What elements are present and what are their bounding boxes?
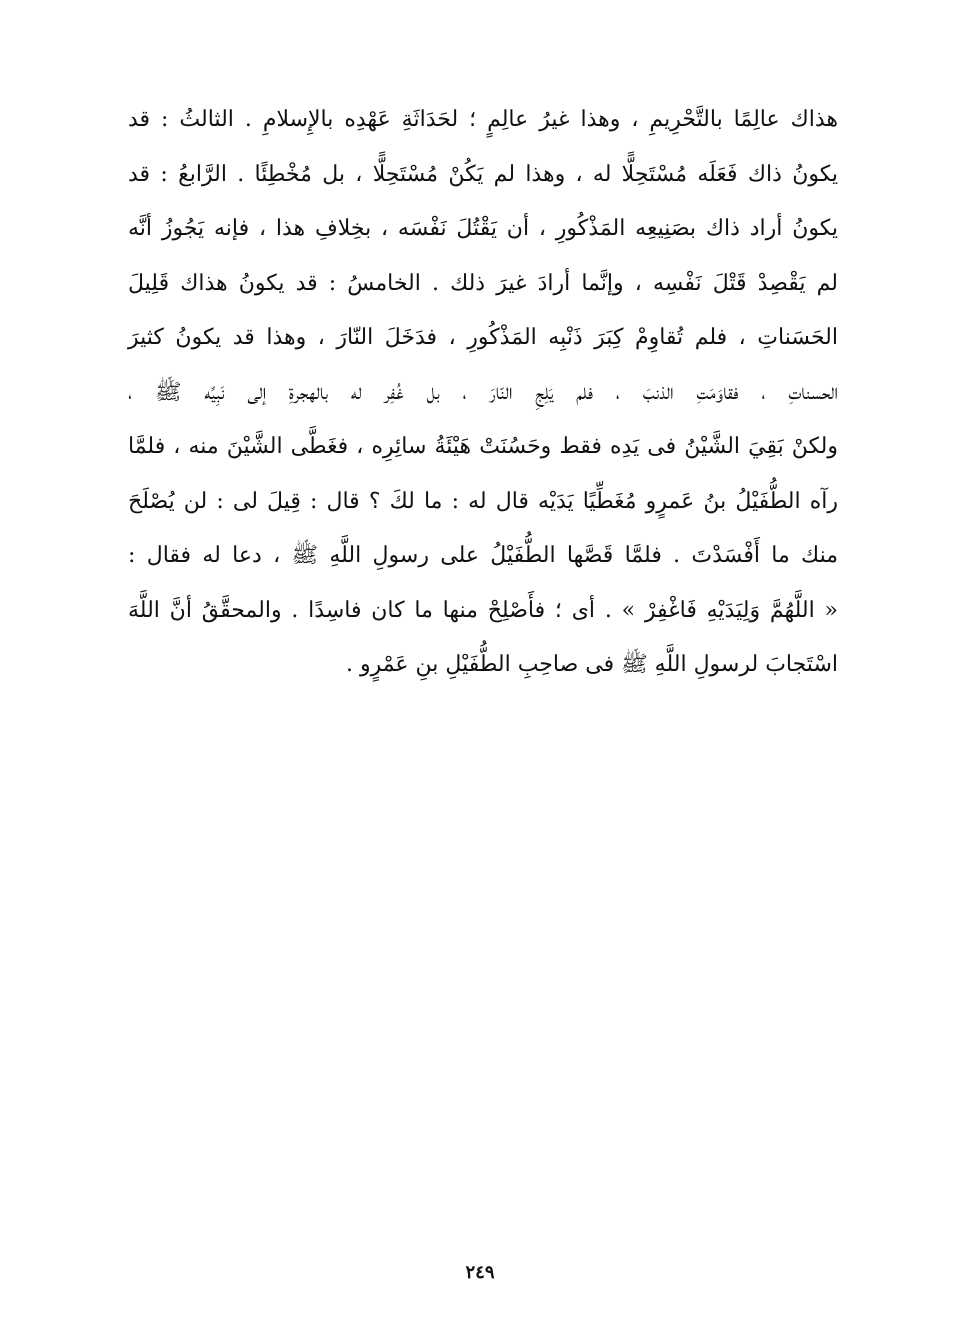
- body-line-4: لم يَقْصِدْ قَتْلَ نَفْسِه ، وإنَّما أرادَ غيرَ ذلك . الخامسُ : قد يكونُ هذاك قَلِيلَ: [128, 270, 838, 296]
- body-line-10: « اللَّهُمَّ وَلِيَدَيْهِ فَاغْفِرْ » . أى ؛ فأَصْلِحْ منها ما كان فاسِدًا . والمحقَّقُ أنَّ اللَّهَ: [128, 597, 838, 623]
- body-line-8: رآه الطُّفَيْلُ بنُ عَمرٍو مُغَطِّيًا يَدَيْه قال له : ما لكَ ؟ قال : قِيلَ لى : لن يُصْلَحَ: [128, 488, 838, 514]
- body-line-2: يكونُ ذاك فَعَلَه مُسْتَحِلًّا له ، وهذا لم يَكُنْ مُسْتَحِلًّا ، بل مُخْطِئًا . الرَّابعُ : قد: [128, 161, 838, 187]
- body-line-11: اسْتَجابَ لرسولِ اللَّهِ ﷺ فى صاحِبِ الطُّفَيْلِ بنِ عَمْرٍو .: [345, 652, 838, 677]
- body-line-9: منك ما أَفْسَدْتَ . فلمَّا قَصَّها الطُّفَيْلُ على رسولِ اللَّهِ ﷺ ، دعا له فقال :: [128, 543, 838, 568]
- page-number: ٢٤٩: [465, 1262, 495, 1283]
- body-line-1: هذاك عالِمًا بالتَّحْرِيمِ ، وهذا غيرُ عالِمٍ ؛ لحَدَاثَةِ عَهْدِه بالإِسلامِ . الثالثُ : قد: [128, 107, 838, 132]
- body-line-3: يكونُ أراد ذاك بصَنِيعِه المَذْكُورِ ، أن يَقْتُلَ نَفْسَه ، بخِلافِ هذا ، فإنه يَجُوزُ أنَّه: [128, 216, 838, 241]
- body-text: [128, 93, 838, 693]
- body-line-5: الحَسَناتِ ، فلم تُقاوِمْ كِبَرَ ذَنْبِه المَذْكُورِ ، فدَخَلَ النّارَ ، وهذا قد يكونُ كثيرَ: [128, 325, 838, 350]
- body-line-7: ولكنْ بَقِيَ الشَّيْنُ فى يَدِه فقط وحَسُنَتْ هَيْئَةُ سائِرِه ، فغَطَّى الشَّيْنَ منه ، فلمَّا: [128, 434, 838, 459]
- body-line-6: الحسناتِ ، فقاوَمَتِ الذنبَ ، فلم يَلِجِ النّارَ ، بل غُفِر له بالهجرةِ إلى نَبِيِّه ﷺ ،: [128, 379, 838, 405]
